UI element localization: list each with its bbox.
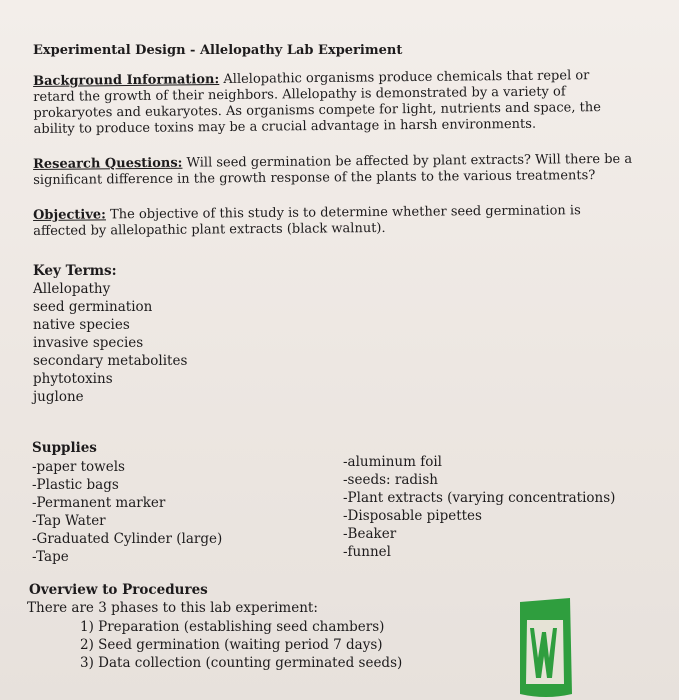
supply-item: -Beaker [343,526,397,542]
objective-text: The objective of this study is to determine whether seed germination is affected by allelopathic plant extracts (black walnut). [33,203,581,239]
supply-item: -Disposable pipettes [343,508,482,524]
supply-item: -Graduated Cylinder (large) [32,531,223,547]
procedure-step: 1) Preparation (establishing seed chambers) [80,619,385,635]
supply-item: -seeds: radish [343,472,438,488]
key-term: juglone [33,389,84,405]
key-terms-heading: Key Terms: [33,263,117,279]
supply-item: -Tape [32,549,69,565]
key-term: native species [33,317,130,333]
objective-section [33,203,633,240]
key-term: seed germination [33,299,153,315]
key-term: phytotoxins [33,371,113,387]
supplies-left-column [32,458,222,566]
research-questions-section [33,152,633,189]
key-terms-section [33,262,187,406]
overview-heading: Overview to Procedures [29,582,208,598]
procedure-steps [80,618,402,672]
supplies-heading: Supplies [32,440,97,456]
document-title: Experimental Design - Allelopathy Lab Experiment [33,43,403,58]
key-term: secondary metabolites [33,353,188,369]
overview-intro: There are 3 phases to this lab experiment: [27,600,318,616]
background-heading: Background Information: [33,72,220,89]
objective-heading: Objective: [33,207,107,223]
research-heading: Research Questions: [33,155,183,172]
supply-item: -Plastic bags [32,477,119,493]
key-term: invasive species [33,335,144,351]
supply-item: -paper towels [32,459,125,475]
research-text: Will seed germination be affected by plant extracts? Will there be a significant difference in the growth response of the plants to the various treatments? [33,151,633,188]
key-terms-list [33,280,187,406]
procedure-step: 2) Seed germination (waiting period 7 days) [80,637,383,653]
procedure-step: 3) Data collection (counting germinated seeds) [80,655,403,671]
green-logo-icon [512,598,578,700]
supply-item: -Permanent marker [32,495,166,511]
background-text: Allelopathic organisms produce chemicals that repel or retard the growth of their neighbors. Allelopathy is demonstrated by a variety of prokaryotes and eukaryotes. As organisms compete for light, nutrients and space, the ability to produce toxins may be a crucial advantage in harsh environments. [33,68,601,137]
key-term: Allelopathy [33,281,111,297]
supplies-right-column [343,453,615,561]
supply-item: -Plant extracts (varying concentrations) [343,490,616,506]
supply-item: -Tap Water [32,513,106,529]
background-section [33,68,634,138]
supply-item: -funnel [343,544,391,560]
supply-item: -aluminum foil [343,454,442,470]
